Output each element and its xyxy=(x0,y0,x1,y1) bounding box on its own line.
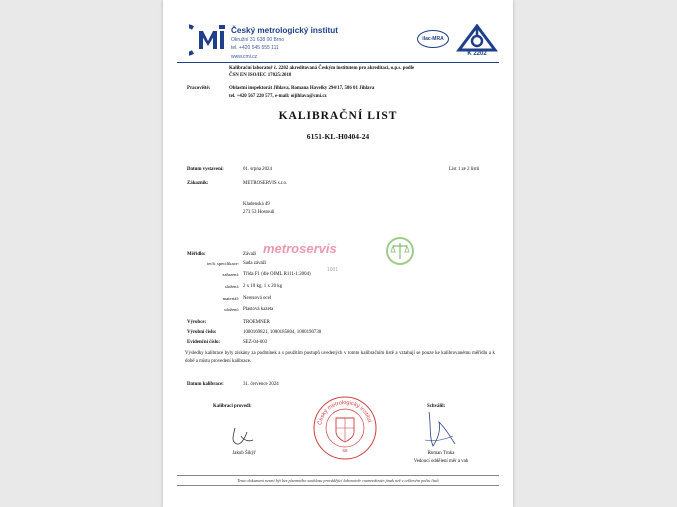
k-number-badge: K 2202 xyxy=(467,51,487,57)
ilac-mra-badge: ilac-MRA xyxy=(417,30,449,48)
approved-by-label: Schválil: xyxy=(427,404,446,409)
document-number: 6151-KL-H0404-24 xyxy=(306,132,370,141)
watermark-sub-number: 1001 xyxy=(327,267,339,273)
document-title: KALIBRAČNÍ LIST xyxy=(278,110,398,122)
header-divider xyxy=(177,62,499,63)
issue-date-label: Datum vystavení: xyxy=(187,167,224,172)
issue-date-value: 01. srpna 2024 xyxy=(243,167,272,172)
storage-value: Plastová kazeta xyxy=(243,307,274,312)
serial-label: Výrobní číslo: xyxy=(187,330,217,335)
metroservis-watermark: metroservis xyxy=(263,241,337,256)
institute-web: www.cmi.cz xyxy=(231,54,258,60)
instrument-label: Měřidlo: xyxy=(187,252,206,257)
spec-label: tech. specifikace: xyxy=(207,261,239,266)
composition-label: složení: xyxy=(224,284,239,289)
customer-name: METROSERVIS s.r.o. xyxy=(243,181,288,186)
composition-value: 2 x 10 kg, 1 x 20 kg xyxy=(243,284,283,289)
signature-jakub-sikyr xyxy=(227,426,257,450)
customer-street: Kladenská 49 xyxy=(243,202,270,207)
accreditation-line-1: Kalibrační laboratoř č. 2202 akreditovaná Českým institutem pro akreditaci, o.p.s. podle xyxy=(229,66,415,71)
workplace-label: Pracoviště: xyxy=(187,86,211,91)
registration-label: Evidenční číslo: xyxy=(187,340,221,345)
manufacturer-value: TROEMNER xyxy=(243,320,270,325)
material-value: Nerezová ocel xyxy=(243,296,272,301)
performed-by-name: Jakub Šikýř xyxy=(232,451,256,456)
workplace-line-1: Oblastní inspektorát Jihlava, Romana Havelky 294/17, 586 01 Jihlava xyxy=(229,86,375,91)
signature-roman-trnka xyxy=(419,410,459,450)
institute-name: Český metrologický institut xyxy=(231,26,338,35)
instrument-name: Závaží xyxy=(243,252,257,257)
spec-value: Sada závaží xyxy=(243,261,267,266)
stamp-ring-text: Český metrologický institut xyxy=(317,399,373,426)
footer-bar xyxy=(177,475,499,486)
customer-city: 273 53 Hostouň xyxy=(243,210,275,215)
class-value: Třída F1 (dle OIML R111-1:2004) xyxy=(243,272,311,277)
official-round-stamp xyxy=(311,394,379,462)
performed-by-label: Kalibraci provedl: xyxy=(213,404,252,409)
material-label: materiál: xyxy=(222,296,239,301)
customer-label: Zákazník: xyxy=(187,181,209,186)
approved-by-name: Roman Trnka xyxy=(427,451,455,456)
calibration-date-value: 31. července 2024 xyxy=(243,382,279,387)
manufacturer-label: Výrobce: xyxy=(187,320,207,325)
calibration-certificate-page xyxy=(163,0,513,507)
approved-by-role: Vedoucí oddělení měr a vah xyxy=(413,459,469,464)
stamp-number: 68 xyxy=(342,448,348,453)
registration-value: SEZ-04-003 xyxy=(243,340,268,345)
accreditation-line-2: ČSN EN ISO/IEC 17025:2018 xyxy=(229,73,292,78)
page-count: List 1 ze 2 listů xyxy=(449,167,480,172)
calibration-date-label: Datum kalibrace: xyxy=(187,382,224,387)
institute-phone: tel. +420 545 555 111 xyxy=(231,45,279,51)
storage-label: uložení: xyxy=(224,307,239,312)
footer-notice: Tento dokument nesmí být bez písemného souhlasu provádějící laboratoře rozmnožován jinak než v celkovém počtu listů xyxy=(237,477,439,483)
cmi-logo-icon xyxy=(189,24,227,56)
serial-value: 1000169821, 1000185804, 1000190730 xyxy=(243,330,322,335)
institute-address: Okružní 31 638 00 Brno xyxy=(231,37,285,43)
balance-scale-watermark-icon xyxy=(385,236,415,266)
workplace-line-2: tel. +420 567 220 577, e-mail: oijihlava@cmi.cz xyxy=(229,94,327,99)
results-statement: Výsledky kalibrace byly získány za podmínek a s použitím postupů uvedených v tomto kalibračním listě a vztahují se pouze ke kalibrovanému měřidlu a k době a místu provedení kalibrace. xyxy=(185,351,495,364)
class-label: zařazení: xyxy=(222,272,239,277)
